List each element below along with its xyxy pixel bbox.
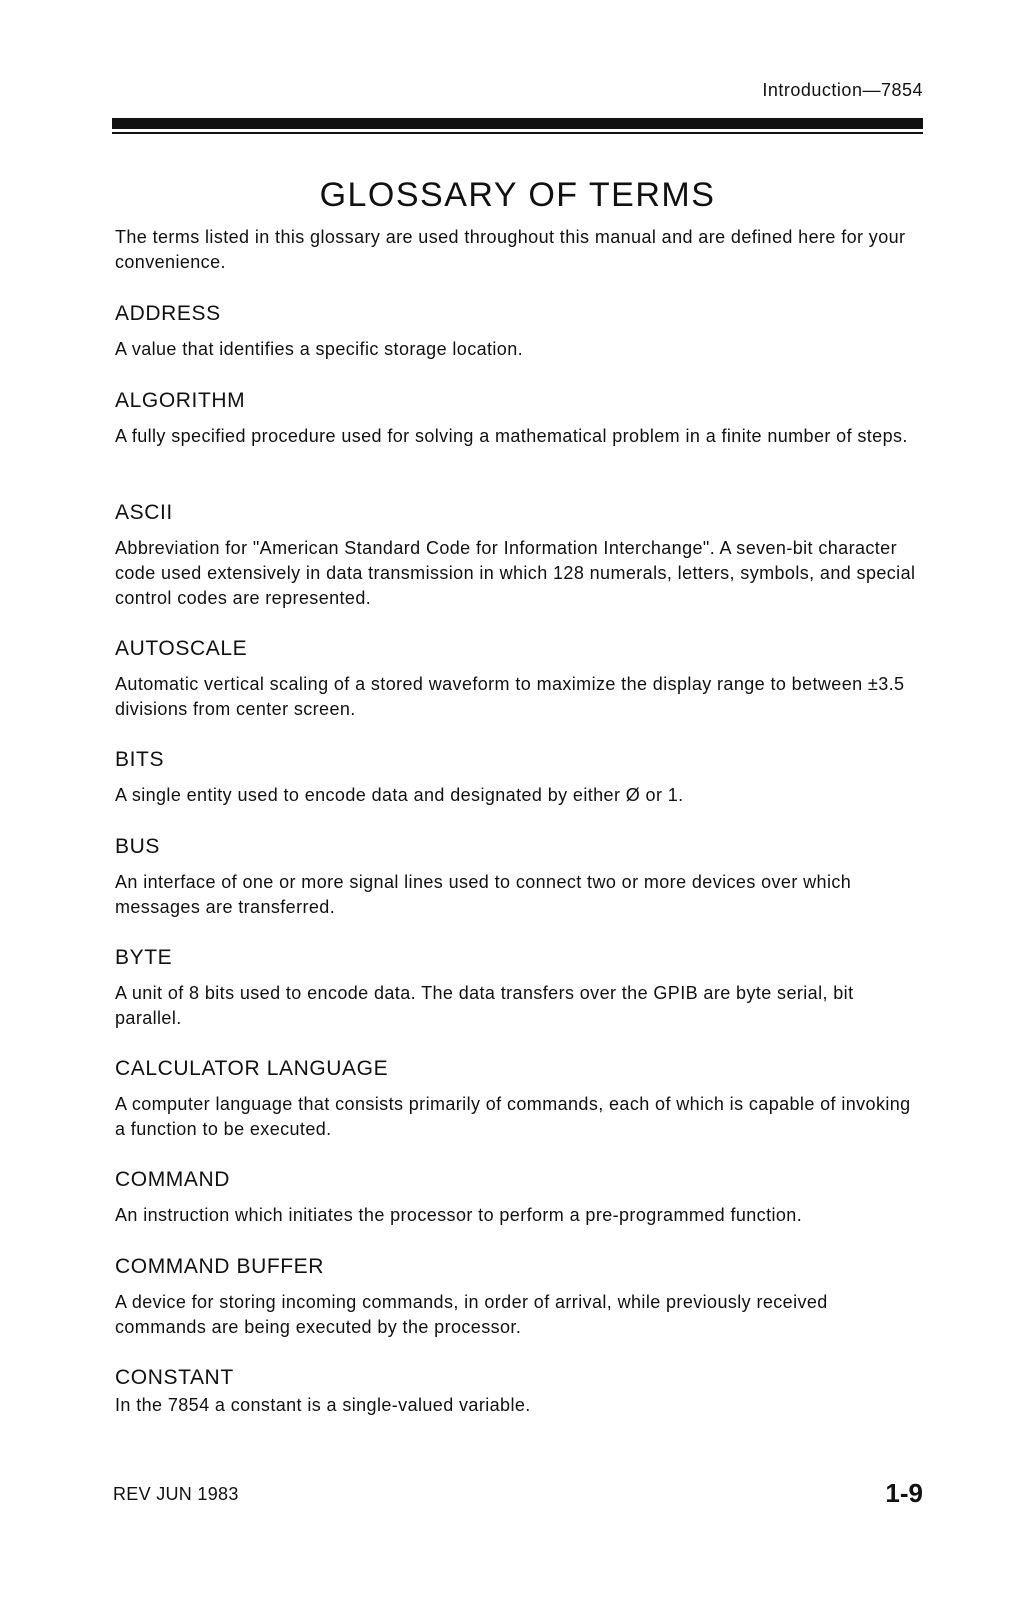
glossary-entry-bus <box>115 834 920 920</box>
header-rule-thick <box>112 118 923 129</box>
glossary-definition: A unit of 8 bits used to encode data. The data transfers over the GPIB are byte serial, bit parallel. <box>115 983 854 1028</box>
glossary-definition: A fully specified procedure used for solving a mathematical problem in a finite number of steps. <box>115 426 908 446</box>
glossary-entry-command <box>115 1167 920 1228</box>
glossary-definition: In the 7854 a constant is a single-valued variable. <box>115 1395 531 1415</box>
glossary-term: COMMAND BUFFER <box>115 1255 325 1278</box>
glossary-term: COMMAND <box>115 1168 231 1191</box>
glossary-definition: A device for storing incoming commands, in order of arrival, while previously received commands are being executed by the processor. <box>115 1292 828 1337</box>
glossary-definition: A computer language that consists primarily of commands, each of which is capable of invoking a function to be executed. <box>115 1094 911 1139</box>
glossary-term: CONSTANT <box>115 1366 234 1389</box>
glossary-definition: A value that identifies a specific storage location. <box>115 339 524 359</box>
glossary-definition: Automatic vertical scaling of a stored waveform to maximize the display range to between ±3.5 divisions from center screen. <box>115 674 905 719</box>
glossary-entry-byte <box>115 945 920 1031</box>
glossary-term: CALCULATOR LANGUAGE <box>115 1057 389 1080</box>
glossary-definition: An interface of one or more signal lines used to connect two or more devices over which messages are transferred. <box>115 872 852 917</box>
intro-paragraph: The terms listed in this glossary are used throughout this manual and are defined here for your convenience. <box>115 227 906 272</box>
glossary-term: BITS <box>115 748 165 771</box>
glossary-entry-autoscale <box>115 636 920 722</box>
page-title: GLOSSARY OF TERMS <box>319 176 716 214</box>
page-number: 1-9 <box>885 1478 923 1508</box>
glossary-entry-bits <box>115 747 920 808</box>
glossary-definition: An instruction which initiates the processor to perform a pre-programmed function. <box>115 1205 803 1225</box>
glossary-term: BUS <box>115 835 160 858</box>
glossary-entry-address <box>115 301 920 362</box>
revision-date: REV JUN 1983 <box>113 1484 239 1504</box>
glossary-term: BYTE <box>115 946 173 969</box>
glossary-definition: Abbreviation for "American Standard Code for Information Interchange". A seven-bit character code used extensively in data transmission in which 128 numerals, letters, symbols, and special control codes are represented. <box>115 538 916 608</box>
glossary-term: ALGORITHM <box>115 389 246 412</box>
running-header: Introduction—7854 <box>762 80 923 100</box>
glossary-entry-calculator-language <box>115 1056 920 1142</box>
glossary-definition: A single entity used to encode data and designated by either Ø or 1. <box>115 785 684 805</box>
glossary-entry-ascii <box>115 500 920 611</box>
header-rule-thin <box>112 132 923 134</box>
glossary-term: AUTOSCALE <box>115 637 248 660</box>
glossary-term: ASCII <box>115 501 173 524</box>
glossary-entry-command-buffer <box>115 1254 920 1340</box>
glossary-term: ADDRESS <box>115 302 221 325</box>
glossary-entry-algorithm <box>115 388 920 449</box>
glossary-entry-constant <box>115 1365 920 1418</box>
